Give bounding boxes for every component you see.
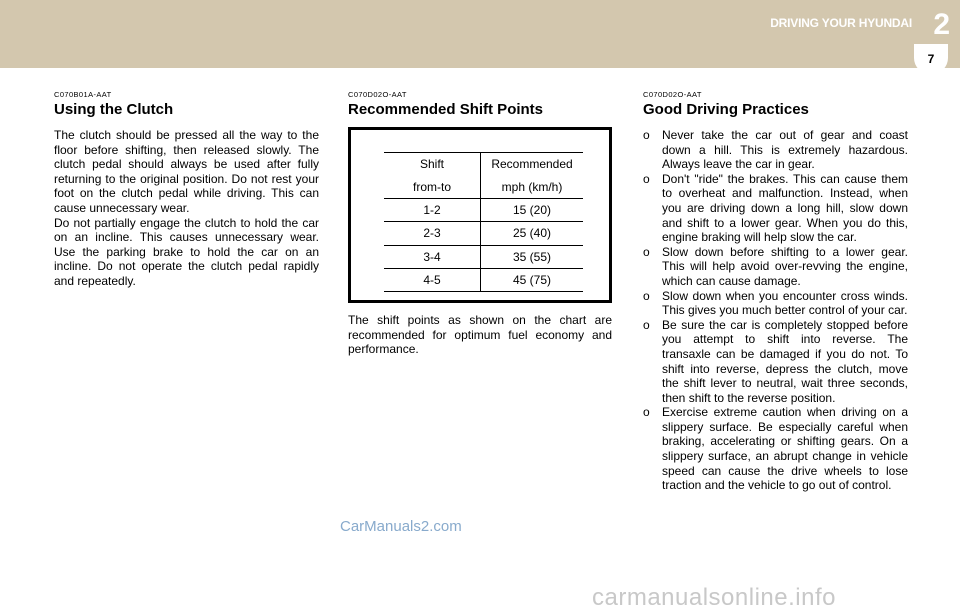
shift-points-note: The shift points as shown on the chart are recommended for optimum fuel economy and performance. (348, 313, 612, 357)
list-item (643, 405, 908, 493)
table-row (384, 245, 583, 268)
clutch-section (54, 90, 319, 289)
list-item (643, 128, 908, 172)
section-code: C070D02O-AAT (348, 90, 407, 99)
list-item-text: Don't "ride" the brakes. This can cause them to overheat and malfunction. Instead, when you are driving down a long hill, slow down and shift to a lower gear. When you do this, engine braking will help slow the car. (662, 171, 908, 245)
list-item (643, 172, 908, 245)
table-header-cell: Shift (384, 153, 481, 176)
list-item-text: Slow down before shifting to a lower gear. This will help avoid over-revving the engine, which can cause damage. (662, 244, 908, 288)
shift-table-frame (348, 127, 612, 303)
table-cell: 35 (55) (481, 245, 584, 268)
table-cell: 3-4 (384, 245, 481, 268)
bullet-marker: o (643, 171, 650, 186)
list-item (643, 289, 908, 318)
list-item-text: Be sure the car is completely stopped before you attempt to shift into reverse. The transaxle can be damaged if you do not. To shift into reverse, depress the clutch, move the shift lever to neutral, wait three seconds, then shift to the reverse position. (662, 317, 908, 405)
table-row (384, 222, 583, 245)
bullet-marker: o (643, 317, 650, 332)
section-title: DRIVING YOUR HYUNDAI (770, 16, 912, 30)
driving-practices-section (643, 90, 908, 493)
bullet-marker: o (643, 405, 650, 420)
list-item-text: Never take the car out of gear and coast down a hill. This is extremely hazardous. Always leave the car in gear. (662, 128, 908, 172)
list-item (643, 318, 908, 406)
list-item (643, 245, 908, 289)
table-cell: 15 (20) (481, 198, 584, 221)
chapter-number: 2 (933, 8, 950, 41)
table-header-cell: mph (km/h) (501, 179, 563, 194)
table-header-cell: Recommended (481, 153, 584, 176)
paragraph: Do not partially engage the clutch to hold the car on an incline. This causes unnecessary wear. Use the parking brake to hold the car on an incline. Do not operate the clutch pedal rapidly and repeatedly. (54, 215, 319, 288)
table-cell: 4-5 (384, 268, 481, 291)
bullet-marker: o (643, 244, 650, 259)
section-code: C070B01A-AAT (54, 90, 112, 99)
bullet-marker: o (643, 128, 650, 142)
section-code: C070D02O-AAT (643, 90, 702, 99)
section-body (54, 128, 319, 289)
list-item-text: Exercise extreme caution when driving on a slippery surface. Be especially careful when braking, accelerating or shifting gears. On a slippery surface, an abrupt change in vehicle speed can cause the drive wheels to lose traction and the vehicle to go out of control. (662, 405, 908, 493)
section-heading: Using the Clutch (54, 101, 174, 118)
table-row (384, 198, 583, 221)
paragraph: The clutch should be pressed all the way to the floor before shifting, then released slowly. The clutch pedal should always be used after fully returning to the original position. Do not rest your foot on the clutch pedal while driving. This can cause unnecessary wear. (54, 128, 319, 215)
shift-points-table (384, 152, 583, 292)
section-heading: Recommended Shift Points (348, 101, 544, 118)
bullet-marker: o (643, 288, 650, 303)
table-cell: 25 (40) (481, 222, 584, 245)
header-band (0, 0, 960, 68)
table-cell: 1-2 (384, 198, 481, 221)
practices-list (643, 128, 908, 493)
watermark-link[interactable]: CarManuals2.com (340, 518, 462, 535)
table-cell: 2-3 (384, 222, 481, 245)
watermark-footer: carmanualsonline.info (592, 584, 836, 611)
list-item-text: Slow down when you encounter cross winds. This gives you much better control of your car. (662, 288, 908, 318)
page-number: 7 (927, 52, 935, 66)
table-header-cell: from-to (384, 175, 481, 198)
shift-points-section (348, 90, 612, 357)
table-cell: 45 (75) (481, 268, 584, 291)
section-heading: Good Driving Practices (643, 101, 809, 118)
table-row (384, 268, 583, 291)
